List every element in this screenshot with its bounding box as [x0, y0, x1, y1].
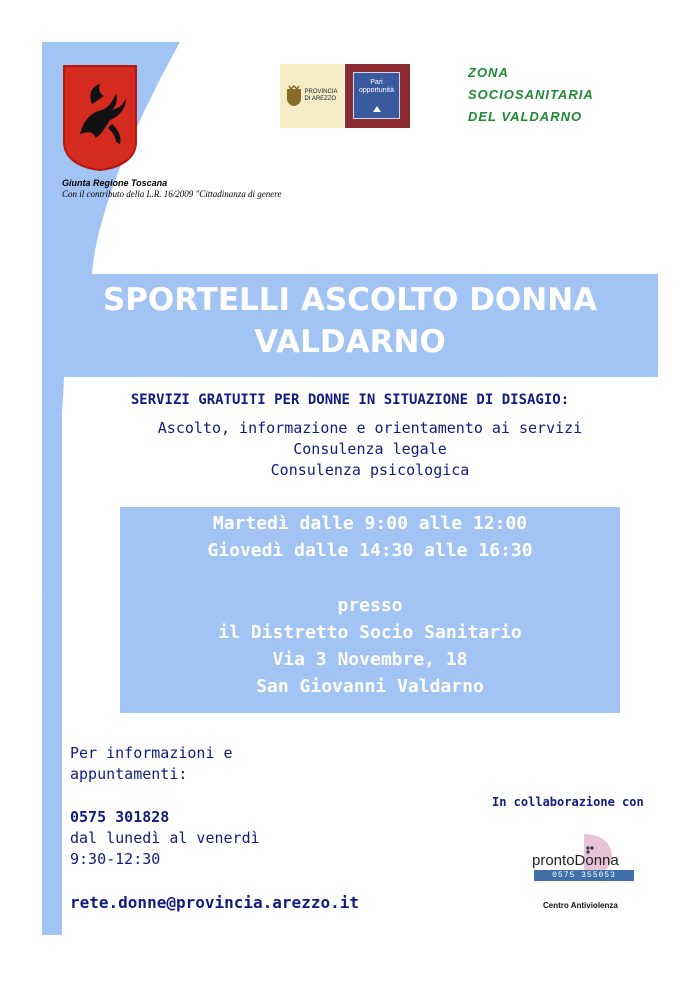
- schedule-day-1: Martedì dalle 9:00 alle 12:00: [212, 513, 528, 534]
- contact-info-line-2: appuntamenti:: [70, 765, 188, 783]
- contact-hours: 9:30-12:30: [70, 850, 161, 868]
- zona-line-1: ZONA: [468, 65, 509, 80]
- schedule-city: San Giovanni Valdarno: [256, 676, 484, 697]
- collaboration-label: In collaborazione con: [492, 795, 644, 809]
- pari-opportunita-logo: [345, 64, 410, 128]
- pronto-donna-phone: 0575 355053: [534, 870, 634, 881]
- pari-opportunita-label: Pari opportunità: [358, 79, 395, 94]
- service-item: Ascolto, informazione e orientamento ai servizi: [157, 419, 583, 437]
- pari-opportunita-panel: [353, 72, 400, 119]
- schedule-presso: presso: [337, 595, 403, 616]
- service-item: Consulenza psicologica: [270, 461, 470, 479]
- services-list: [60, 418, 680, 481]
- regione-label: Giunta Regione Toscana: [62, 178, 168, 188]
- schedule-place: il Distretto Socio Sanitario: [218, 622, 522, 643]
- contact-info-line-1: Per informazioni e: [70, 744, 233, 762]
- pronto-donna-subtitle: Centro Antiviolenza: [543, 901, 618, 910]
- services-heading: SERVIZI GRATUITI PER DONNE IN SITUAZIONE DI DISAGIO:: [130, 392, 570, 408]
- pronto-donna-name: prontoDonna: [532, 852, 619, 869]
- regione-note: Con il contributo della L.R. 16/2009 "Cittadinanza di genere: [62, 189, 282, 199]
- provincia-crest-icon: [286, 85, 302, 107]
- contact-email-link[interactable]: rete.donne@provincia.arezzo.it: [70, 893, 359, 912]
- contact-days: dal lunedì al venerdì: [70, 829, 260, 847]
- schedule-address: Via 3 Novembre, 18: [272, 649, 468, 670]
- zona-line-3: DEL VALDARNO: [468, 109, 583, 124]
- schedule-day-2: Giovedì dalle 14:30 alle 16:30: [207, 540, 533, 561]
- zona-sociosanitaria-logo: [468, 62, 594, 128]
- zona-line-2: SOCIOSANITARIA: [468, 87, 594, 102]
- provincia-arezzo-logo: [280, 64, 344, 128]
- contact-phone[interactable]: 0575 301828: [70, 808, 170, 826]
- triangle-icon: [373, 106, 381, 112]
- page-title: [64, 279, 636, 363]
- service-item: Consulenza legale: [293, 440, 447, 458]
- title-line-2: VALDARNO: [254, 324, 446, 360]
- provincia-label: PROVINCIA DI AREZZO: [304, 89, 338, 102]
- title-line-1: SPORTELLI ASCOLTO DONNA: [102, 282, 598, 318]
- regione-toscana-logo: [62, 64, 138, 172]
